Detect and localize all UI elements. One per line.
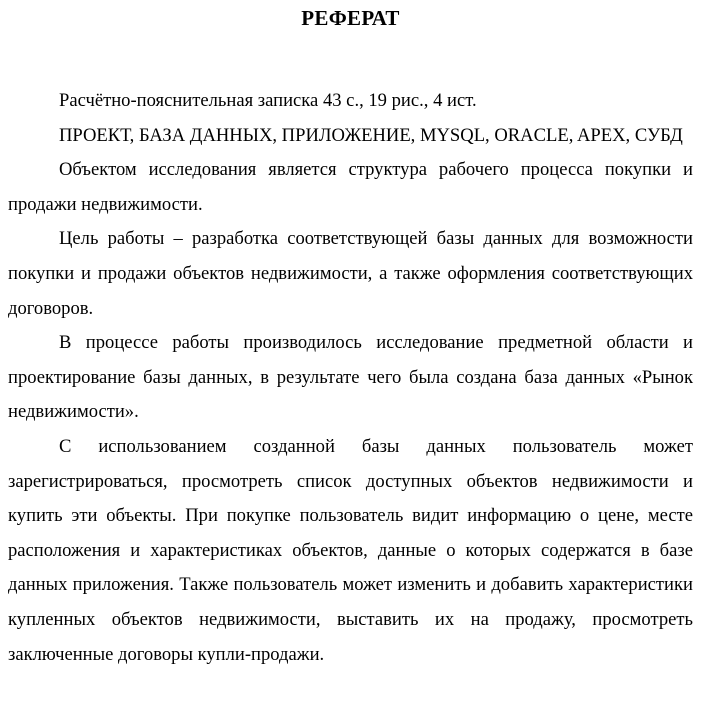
paragraph-keywords: ПРОЕКТ, БАЗА ДАННЫХ, ПРИЛОЖЕНИЕ, MYSQL, ORACLE, APEX, СУБД xyxy=(59,124,683,146)
document-title: РЕФЕРАТ xyxy=(301,6,400,30)
abstract-body xyxy=(8,84,693,672)
paragraph-report-summary: Расчётно-пояснительная записка 43 с., 19 рис., 4 ист. xyxy=(59,90,477,111)
paragraph-work-process: В процессе работы производилось исследование предметной области и проектирование базы данных, в результате чего была создана база данных «Рынок недвижимости». xyxy=(8,332,693,423)
paragraph-user-capabilities: С использованием созданной базы данных пользователь может зарегистрироваться, просмотреть список доступных объектов недвижимости и купить эти объекты. При покупке пользователь видит информацию о цене, месте расположения и характеристиках объектов, данные о которых содержатся в базе данных приложения. Также пользователь может изменить и добавить характеристики купленных объектов недвижимости, выставить их на продажу, просмотреть заключенные договоры купли-продажи. xyxy=(8,435,693,665)
paragraph-research-object: Объектом исследования является структура рабочего процесса покупки и продажи недвижимости. xyxy=(8,159,693,215)
paragraph-work-goal: Цель работы – разработка соответствующей базы данных для возможности покупки и продажи объектов недвижимости, а также оформления соответствующих договоров. xyxy=(8,228,693,319)
